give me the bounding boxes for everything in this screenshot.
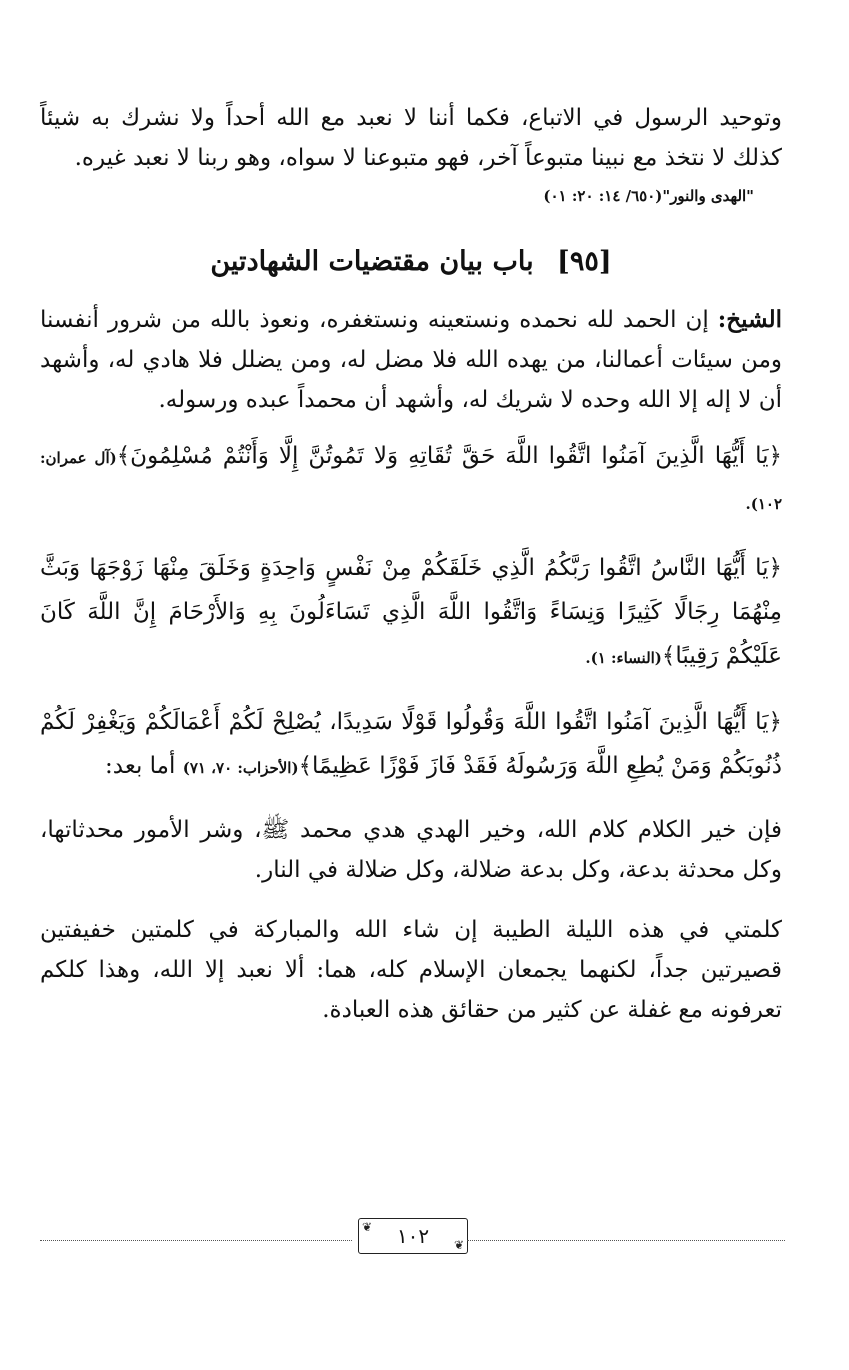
verse-reference: (آل عمران: ١٠٢). [40,449,782,513]
page-footer [40,1216,785,1256]
verse-text: ﴿يَا أَيُّهَا الَّذِينَ آمَنُوا اتَّقُوا اللَّهَ وَقُولُوا قَوْلًا سَدِيدًا، يُصْلِحْ لَكُمْ أَعْمَالَكُمْ وَيَغْفِرْ لَكُمْ ذُنُوبَكُمْ وَمَنْ يُطِعِ اللَّهَ وَرَسُولَهُ فَقَدْ فَازَ فَوْزًا عَظِيمًا﴾ [40,709,782,779]
chapter-title: باب بيان مقتضيات الشهادتين [210,246,534,277]
verse-text: ﴿يَا أَيُّهَا النَّاسُ اتَّقُوا رَبَّكُمُ الَّذِي خَلَقَكُمْ مِنْ نَفْسٍ وَاحِدَةٍ وَخَلَقَ مِنْهَا زَوْجَهَا وَبَثَّ مِنْهُمَا رِجَالًا كَثِيرًا وَنِسَاءً وَاتَّقُوا اللَّهَ الَّذِي تَسَاءَلُونَ بِهِ وَالأَرْحَامَ إِنَّ اللَّهَ كَانَ عَلَيْكُمْ رَقِيبًا﴾ [40,555,782,669]
ornament-icon: ❦ [453,1238,464,1252]
best-speech-paragraph: فإن خير الكلام كلام الله، وخير الهدي هدي محمد ﷺ، وشر الأمور محدثاتها، وكل محدثة بدعة، وكل بدعة ضلالة، وكل ضلالة في النار. [40,817,782,883]
chapter-heading [40,242,782,282]
source-citation: "الهدى والنور"(٦٥٠/ ١٤: ٢٠: ٠١) [543,187,754,205]
ornament-icon: ❦ [362,1220,373,1234]
amma-baad: أما بعد: [105,753,183,779]
verse-text: ﴿يَا أَيُّهَا الَّذِينَ آمَنُوا اتَّقُوا اللَّهَ حَقَّ تُقَاتِهِ وَلا تَمُوتُنَّ إِلَّا وَأَنْتُمْ مُسْلِمُونَ﴾ [116,443,782,469]
two-words-paragraph: كلمتي في هذه الليلة الطيبة إن شاء الله والمباركة في كلمتين خفيفتين قصيرتين جداً، لكنهما يجمعان الإسلام كله، هما: ألا نعبد إلا الله، وهذا كلكم تعرفونه مع غفلة عن كثير من حقائق هذه العبادة. [40,917,782,1023]
top-paragraph: وتوحيد الرسول في الاتباع، فكما أننا لا نعبد مع الله أحداً ولا نشرك به شيئاً كذلك لا نتخذ مع نبينا متبوعاً آخر، فهو متبوعنا لا سواه، وهو ربنا لا نعبد غيره. [40,105,782,171]
verse-reference: (النساء: ١). [585,649,662,667]
page-body [40,98,782,1030]
verse-an-nisa [40,546,782,680]
khutbah-paragraph [40,300,782,420]
verse-al-imran [40,434,782,526]
chapter-number: [٩٥] [557,246,612,277]
khutbah-text: إن الحمد لله نحمده ونستعينه ونستغفره، ونعوذ بالله من شرور أنفسنا ومن سيئات أعمالنا، من يهده الله فلا مضل له، ومن يضلل فلا هادي له، وأشهد أن لا إله إلا الله وحده لا شريك له، وأشهد أن محمداً عبده ورسوله. [40,307,782,413]
footer-rule-right [467,1240,785,1241]
footer-rule-left [40,1240,352,1241]
page-number-frame [358,1218,468,1254]
verse-reference: (الأحزاب: ٧٠، ٧١) [182,759,299,777]
page-number: ١٠٢ [396,1224,430,1248]
speaker-label: الشيخ: [717,306,782,333]
verse-al-ahzab [40,700,782,790]
